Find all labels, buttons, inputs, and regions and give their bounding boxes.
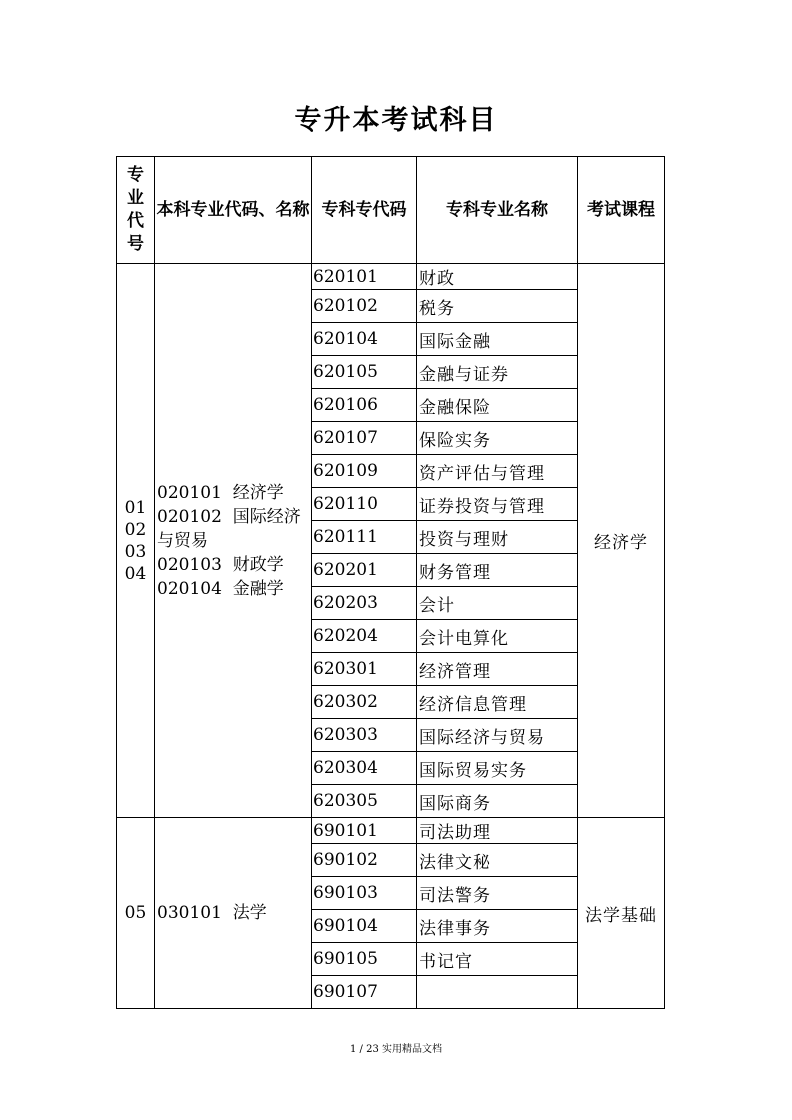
junior-name-cell: 资产评估与管理 bbox=[417, 455, 578, 488]
junior-name-cell: 书记官 bbox=[417, 943, 578, 976]
junior-code-cell: 620204 bbox=[312, 620, 417, 653]
junior-code-cell: 620105 bbox=[312, 356, 417, 389]
group-code: 02 bbox=[124, 519, 147, 540]
exam-course-cell: 经济学 bbox=[578, 264, 665, 818]
junior-name-cell: 经济信息管理 bbox=[417, 686, 578, 719]
bachelor-major-line: 020103 财政学 bbox=[157, 554, 284, 575]
junior-name-cell: 国际贸易实务 bbox=[417, 752, 578, 785]
group-code: 03 bbox=[124, 541, 147, 562]
junior-code-cell: 620201 bbox=[312, 554, 417, 587]
header-junior-name: 专科专业名称 bbox=[417, 157, 578, 264]
bachelor-major-cell bbox=[155, 818, 312, 1009]
junior-code-cell: 620107 bbox=[312, 422, 417, 455]
junior-name-cell: 法律文秘 bbox=[417, 844, 578, 877]
bachelor-major-line: 020104 金融学 bbox=[157, 578, 284, 599]
header-junior-code: 专科专代码 bbox=[312, 157, 417, 264]
junior-code-cell: 690101 bbox=[312, 818, 417, 844]
page-title: 专升本考试科目 bbox=[294, 105, 498, 136]
group-code: 01 bbox=[124, 497, 147, 518]
table-row bbox=[117, 818, 665, 844]
junior-code-cell: 620304 bbox=[312, 752, 417, 785]
junior-code-cell: 690103 bbox=[312, 877, 417, 910]
header-exam: 考试课程 bbox=[578, 157, 665, 264]
bachelor-major-line: 030101 法学 bbox=[157, 903, 267, 923]
junior-code-cell: 620302 bbox=[312, 686, 417, 719]
group-code-cell bbox=[117, 818, 155, 1009]
junior-name-cell: 司法警务 bbox=[417, 877, 578, 910]
junior-code-cell: 690105 bbox=[312, 943, 417, 976]
junior-code-cell: 690107 bbox=[312, 976, 417, 1009]
junior-name-cell: 税务 bbox=[417, 290, 578, 323]
header-row bbox=[117, 157, 665, 264]
junior-code-cell: 690104 bbox=[312, 910, 417, 943]
bachelor-major-line: 020101 经济学 bbox=[157, 482, 284, 503]
bachelor-major-line: 020102 国际经济 bbox=[157, 506, 301, 527]
junior-code-cell: 620101 bbox=[312, 264, 417, 290]
bachelor-major-cell bbox=[155, 264, 312, 818]
group-code: 05 bbox=[124, 903, 147, 923]
junior-name-cell: 财务管理 bbox=[417, 554, 578, 587]
junior-code-cell: 620111 bbox=[312, 521, 417, 554]
junior-code-cell: 620102 bbox=[312, 290, 417, 323]
junior-name-cell: 经济管理 bbox=[417, 653, 578, 686]
junior-code-cell: 620104 bbox=[312, 323, 417, 356]
junior-name-cell: 国际商务 bbox=[417, 785, 578, 818]
group-code-cell bbox=[117, 264, 155, 818]
junior-code-cell: 620110 bbox=[312, 488, 417, 521]
junior-code-cell: 620303 bbox=[312, 719, 417, 752]
header-group-code: 专业代号 bbox=[117, 157, 155, 264]
exam-course-cell: 法学基础 bbox=[578, 818, 665, 1009]
page-footer: 1 / 23 实用精品文档 bbox=[350, 1044, 442, 1055]
junior-name-cell: 保险实务 bbox=[417, 422, 578, 455]
junior-code-cell: 620301 bbox=[312, 653, 417, 686]
junior-code-cell: 690102 bbox=[312, 844, 417, 877]
table-row bbox=[117, 264, 665, 290]
junior-name-cell: 投资与理财 bbox=[417, 521, 578, 554]
junior-name-cell: 司法助理 bbox=[417, 818, 578, 844]
junior-name-cell: 法律事务 bbox=[417, 910, 578, 943]
junior-code-cell: 620106 bbox=[312, 389, 417, 422]
header-bachelor-major: 本科专业代码、名称 bbox=[155, 157, 312, 264]
junior-name-cell: 财政 bbox=[417, 264, 578, 290]
bachelor-major-line: 与贸易 bbox=[157, 530, 208, 551]
junior-name-cell bbox=[417, 976, 578, 1009]
junior-name-cell: 会计电算化 bbox=[417, 620, 578, 653]
exam-subjects-table bbox=[116, 156, 665, 1009]
junior-name-cell: 金融与证券 bbox=[417, 356, 578, 389]
junior-name-cell: 国际金融 bbox=[417, 323, 578, 356]
junior-name-cell: 证券投资与管理 bbox=[417, 488, 578, 521]
junior-name-cell: 国际经济与贸易 bbox=[417, 719, 578, 752]
junior-code-cell: 620203 bbox=[312, 587, 417, 620]
group-code: 04 bbox=[124, 563, 147, 584]
junior-name-cell: 金融保险 bbox=[417, 389, 578, 422]
junior-code-cell: 620109 bbox=[312, 455, 417, 488]
junior-name-cell: 会计 bbox=[417, 587, 578, 620]
junior-code-cell: 620305 bbox=[312, 785, 417, 818]
